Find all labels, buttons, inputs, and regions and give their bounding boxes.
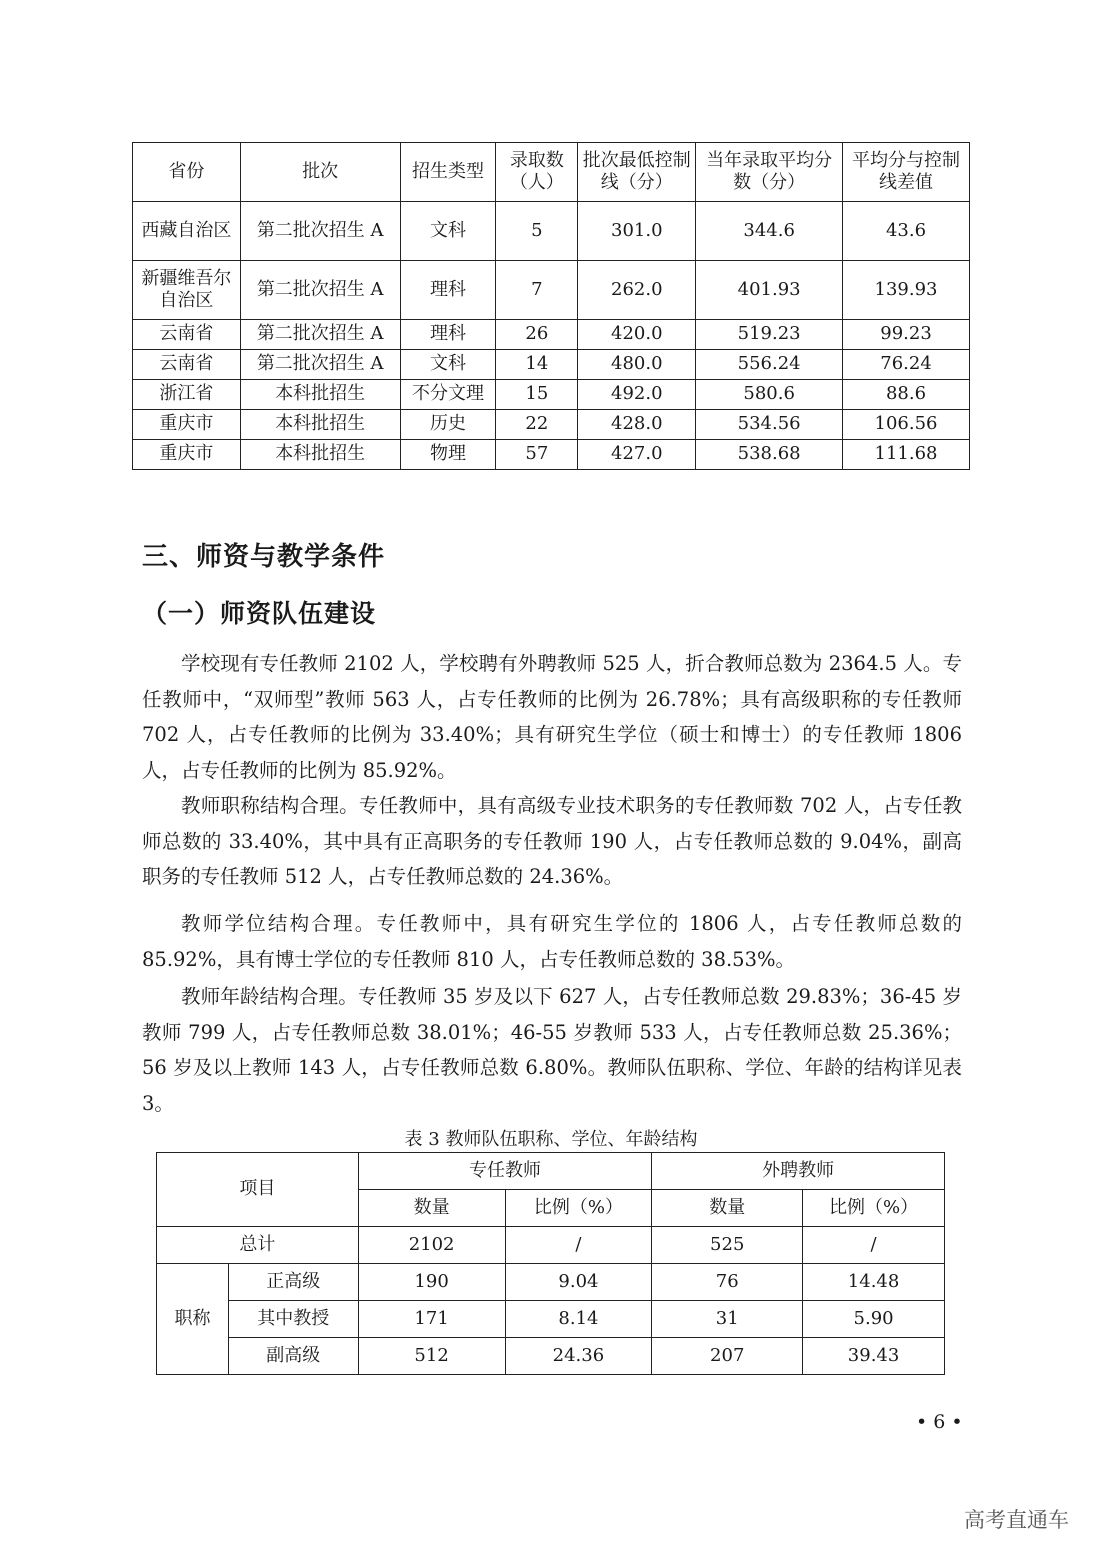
row-label: 正高级 [228, 1264, 358, 1301]
table-cell: 7 [496, 261, 578, 320]
table-cell: 427.0 [578, 440, 696, 470]
table-row [133, 320, 970, 350]
admission-table [132, 142, 970, 470]
table-cell: 14 [496, 350, 578, 380]
table-cell: 420.0 [578, 320, 696, 350]
header-cell: 招生类型 [400, 143, 496, 202]
table-caption: 表 3 教师队伍职称、学位、年龄结构 [404, 1129, 698, 1150]
table-cell: 本科批招生 [240, 380, 400, 410]
header-cell: 录取数（人） [496, 143, 578, 202]
table-cell: 物理 [400, 440, 496, 470]
count-header: 数量 [358, 1190, 505, 1227]
count-header: 数量 [652, 1190, 803, 1227]
page-number: • 6 • [916, 1411, 963, 1433]
table-cell: 14.48 [803, 1264, 945, 1301]
table-cell: 西藏自治区 [133, 202, 241, 261]
table-cell: 5.90 [803, 1301, 945, 1338]
fulltime-header: 专任教师 [358, 1153, 652, 1190]
table-cell: 519.23 [696, 320, 843, 350]
table-cell: 207 [652, 1338, 803, 1375]
table-cell: 第二批次招生 A [240, 261, 400, 320]
table-cell: 第二批次招生 A [240, 350, 400, 380]
total-label: 总计 [157, 1227, 359, 1264]
table-cell: 5 [496, 202, 578, 261]
table-cell: 24.36 [505, 1338, 652, 1375]
row-label: 其中教授 [228, 1301, 358, 1338]
table-cell: 文科 [400, 202, 496, 261]
table-cell: 580.6 [696, 380, 843, 410]
table-row [133, 350, 970, 380]
table-cell: 262.0 [578, 261, 696, 320]
faculty-structure-table [156, 1152, 945, 1375]
table-cell: 428.0 [578, 410, 696, 440]
table-cell: 556.24 [696, 350, 843, 380]
table-cell: 76 [652, 1264, 803, 1301]
table-cell: / [803, 1227, 945, 1264]
table-cell: 534.56 [696, 410, 843, 440]
header-cell: 当年录取平均分数（分） [696, 143, 843, 202]
table-cell: 理科 [400, 320, 496, 350]
table-cell: 301.0 [578, 202, 696, 261]
table-cell: 本科批招生 [240, 410, 400, 440]
table-cell: 浙江省 [133, 380, 241, 410]
table-row [133, 410, 970, 440]
table-row [157, 1264, 945, 1301]
table-cell: 492.0 [578, 380, 696, 410]
table-row [157, 1301, 945, 1338]
table-cell: 2102 [358, 1227, 505, 1264]
table-row [157, 1153, 945, 1190]
table-cell: 106.56 [843, 410, 970, 440]
admission-table-header [133, 143, 970, 202]
table-row [157, 1338, 945, 1375]
external-header: 外聘教师 [652, 1153, 945, 1190]
table-cell: / [505, 1227, 652, 1264]
table-cell: 9.04 [505, 1264, 652, 1301]
table-cell: 22 [496, 410, 578, 440]
ratio-header: 比例（%） [803, 1190, 945, 1227]
table-cell: 57 [496, 440, 578, 470]
table-cell: 31 [652, 1301, 803, 1338]
table-cell: 理科 [400, 261, 496, 320]
table-cell: 76.24 [843, 350, 970, 380]
table-cell: 139.93 [843, 261, 970, 320]
header-cell: 省份 [133, 143, 241, 202]
header-cell: 平均分与控制线差值 [843, 143, 970, 202]
group-label: 职称 [157, 1264, 229, 1375]
table-cell: 538.68 [696, 440, 843, 470]
row-label: 副高级 [228, 1338, 358, 1375]
table-cell: 云南省 [133, 350, 241, 380]
table-cell: 重庆市 [133, 440, 241, 470]
table-cell: 88.6 [843, 380, 970, 410]
table-cell: 本科批招生 [240, 440, 400, 470]
paragraph: 教师年龄结构合理。专任教师 35 岁及以下 627 人，占专任教师总数 29.83%；36-45 岁教师 799 人，占专任教师总数 38.01%；46-55 岁教师 533 人，占专任教师总数 25.36%；56 岁及以上教师 143 人，占专任教师总数 6.80%。教师队伍职称、学位、年龄的结构详见表 3。 [142, 985, 962, 1115]
table-cell: 344.6 [696, 202, 843, 261]
table-cell: 525 [652, 1227, 803, 1264]
table-cell: 第二批次招生 A [240, 202, 400, 261]
section-subtitle: （一）师资队伍建设 [142, 599, 377, 628]
table-cell: 480.0 [578, 350, 696, 380]
total-row [157, 1227, 945, 1264]
table-cell: 文科 [400, 350, 496, 380]
table-row [133, 202, 970, 261]
watermark: 高考直通车 [964, 1508, 1069, 1532]
table-cell: 第二批次招生 A [240, 320, 400, 350]
paragraph: 教师学位结构合理。专任教师中，具有研究生学位的 1806 人，占专任教师总数的 85.92%，具有博士学位的专任教师 810 人，占专任教师总数的 38.53%。 [142, 912, 962, 971]
table-cell: 190 [358, 1264, 505, 1301]
paragraph: 教师职称结构合理。专任教师中，具有高级专业技术职务的专任教师数 702 人，占专任教师总数的 33.40%，其中具有正高职务的专任教师 190 人，占专任教师总数的 9.04%，副高职务的专任教师 512 人，占专任教师总数的 24.36%。 [142, 794, 962, 888]
header-cell: 批次 [240, 143, 400, 202]
table-row [133, 380, 970, 410]
table-cell: 15 [496, 380, 578, 410]
table-cell: 171 [358, 1301, 505, 1338]
table-cell: 26 [496, 320, 578, 350]
section-title: 三、师资与教学条件 [142, 542, 386, 572]
table-cell: 43.6 [843, 202, 970, 261]
table-cell: 99.23 [843, 320, 970, 350]
table-cell: 39.43 [803, 1338, 945, 1375]
table-cell: 401.93 [696, 261, 843, 320]
table-cell: 512 [358, 1338, 505, 1375]
table-cell: 不分文理 [400, 380, 496, 410]
table-cell: 111.68 [843, 440, 970, 470]
table-row [133, 440, 970, 470]
table-cell: 云南省 [133, 320, 241, 350]
table-row [133, 261, 970, 320]
table-cell: 8.14 [505, 1301, 652, 1338]
table-cell: 新疆维吾尔自治区 [133, 261, 241, 320]
ratio-header: 比例（%） [505, 1190, 652, 1227]
item-header: 项目 [157, 1153, 359, 1227]
admission-table-body [133, 202, 970, 470]
table-cell: 重庆市 [133, 410, 241, 440]
table-cell: 历史 [400, 410, 496, 440]
header-cell: 批次最低控制线（分） [578, 143, 696, 202]
paragraph: 学校现有专任教师 2102 人，学校聘有外聘教师 525 人，折合教师总数为 2364.5 人。专任教师中，“双师型”教师 563 人，占专任教师的比例为 26.78%；具有高级职称的专任教师 702 人，占专任教师的比例为 33.40%；具有研究生学位（硕士和博士）的专任教师 1806 人，占专任教师的比例为 85.92%。 [142, 652, 962, 782]
